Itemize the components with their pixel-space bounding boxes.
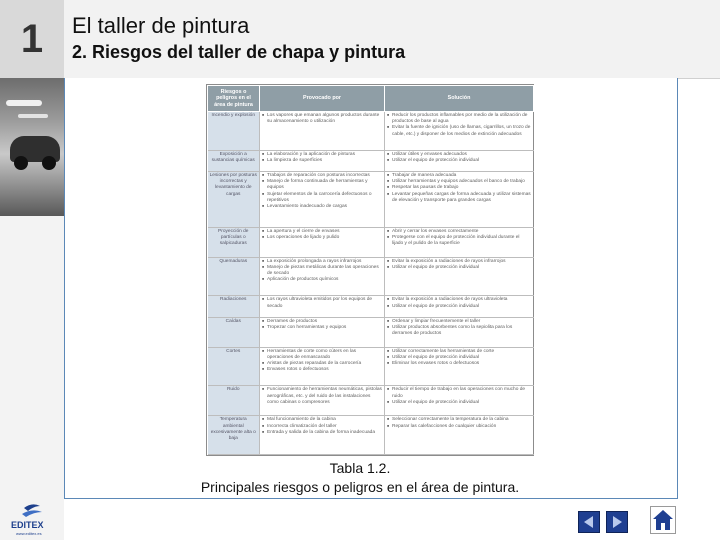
- table-caption: [160, 459, 560, 497]
- photo-lamp: [6, 100, 42, 106]
- cause-cell: [260, 347, 385, 386]
- cause-cell: [260, 227, 385, 257]
- solution-item: ■ Utilizar el equipo de protección individual: [387, 158, 532, 164]
- solution-item: ■ Evitar la exposición a radiaciones de rayos ultravioleta: [387, 297, 532, 303]
- solution-cell: [385, 150, 534, 171]
- risk-cell: Caídas: [208, 317, 260, 347]
- risk-cell: Exposición a sustancias químicas: [208, 150, 260, 171]
- cause-item: ■ Sujetar elementos de la carrocería defectuosos o repetitivos: [262, 192, 382, 204]
- home-button[interactable]: [650, 506, 676, 534]
- risk-cell: Incendio y explosión: [208, 112, 260, 151]
- cause-item: ■ Entrada y salida de la cabina de forma inadecuada: [262, 430, 382, 436]
- slide-subtitle: 2. Riesgos del taller de chapa y pintura: [72, 42, 406, 62]
- cause-item: ■ Envases rotos o defectuosos: [262, 367, 382, 373]
- cause-cell: [260, 317, 385, 347]
- table-row: [208, 386, 534, 416]
- table-row: [208, 171, 534, 227]
- solution-cell: [385, 227, 534, 257]
- cause-item: ■ Incorrecta climatización del taller: [262, 424, 382, 430]
- risks-table: [206, 84, 534, 456]
- solution-cell: [385, 112, 534, 151]
- caption-text: Principales riesgos o peligros en el área de pintura.: [200, 478, 520, 495]
- solution-item: ■ Utilizar útiles y envases adecuados: [387, 152, 532, 158]
- solution-cell: [385, 347, 534, 386]
- header-risks: Riesgos o peligros en el área de pintura: [208, 86, 260, 112]
- solution-item: ■ Reducir los productos inflamables por medio de la utilización de productos de base al agua: [387, 113, 532, 125]
- solution-cell: [385, 386, 534, 416]
- cause-item: ■ Derrames de productos: [262, 319, 382, 325]
- slide-header: [64, 0, 720, 79]
- solution-item: ■ Seleccionar correctamente la temperatura de la cabina: [387, 417, 532, 423]
- cause-cell: [260, 171, 385, 227]
- chapter-number-box: [0, 0, 64, 78]
- solution-item: ■ Ordenar y limpiar frecuentemente el taller: [387, 319, 532, 325]
- solution-item: ■ Evitar la fuente de ignición (uso de llamas, cigarrillos, un trozo de cable, etc.) y disponer de los medios de extinción adecuados: [387, 125, 532, 137]
- table-row: [208, 347, 534, 386]
- cause-item: ■ La limpieza de superficies: [262, 158, 382, 164]
- next-arrow-icon: [607, 512, 627, 532]
- cause-item: ■ Tropezar con herramientas y equipos: [262, 325, 382, 331]
- cause-cell: [260, 150, 385, 171]
- cause-item: ■ La elaboración y la aplicación de pinturas: [262, 152, 382, 158]
- solution-item: ■ Protegerse con el equipo de protección individual durante el lijado y el pulido de la superficie: [387, 235, 532, 247]
- risk-cell: Lesiones por posturas incorrectas y levantamiento de cargas: [208, 171, 260, 227]
- logo-name: EDITEX: [11, 520, 44, 530]
- photo-lamp: [18, 114, 48, 118]
- cause-cell: [260, 257, 385, 296]
- table-row: [208, 150, 534, 171]
- solution-item: ■ Utilizar productos absorbentes como la sepiolita para los derrames de productos: [387, 325, 532, 337]
- solution-cell: [385, 317, 534, 347]
- prev-arrow-icon: [579, 512, 599, 532]
- cause-item: ■ Aristas de piezas reparadas de la carrocería: [262, 361, 382, 367]
- slide-title: El taller de pintura: [72, 13, 250, 38]
- solution-item: ■ Evitar la exposición a radiaciones de rayos infrarrojos: [387, 259, 532, 265]
- chapter-number: 1: [20, 16, 44, 61]
- frame-bottom-line: [64, 498, 678, 499]
- solution-item: ■ Reparar las calefacciones de cualquier ubicación: [387, 424, 532, 430]
- cause-item: ■ Herramientas de corte como cúters en las operaciones de enmascarado: [262, 349, 382, 361]
- risk-cell: Radiaciones: [208, 296, 260, 317]
- cause-item: ■ Los operaciones de lijado y pulido: [262, 235, 382, 241]
- header-solution: Solución: [385, 86, 534, 112]
- table-row: [208, 317, 534, 347]
- home-icon: [651, 507, 675, 533]
- cause-item: ■ Los rayos ultravioleta emitidos por los equipos de secado: [262, 297, 382, 309]
- risk-cell: Proyección de partículas o salpicaduras: [208, 227, 260, 257]
- table-row: [208, 112, 534, 151]
- solution-item: ■ Respetar las pausas de trabajo: [387, 185, 532, 191]
- risk-cell: Ruido: [208, 386, 260, 416]
- workshop-photo: [0, 78, 64, 216]
- solution-cell: [385, 296, 534, 317]
- risk-cell: Temperatura ambiental excesivamente alta o baja: [208, 416, 260, 455]
- solution-item: ■ Utilizar correctamente las herramientas de corte: [387, 349, 532, 355]
- cause-item: ■ Manejo de piezas metálicas durante las operaciones de secado: [262, 265, 382, 277]
- solution-item: ■ Utilizar el equipo de protección individual: [387, 265, 532, 271]
- cause-item: ■ Aplicación de productos químicos: [262, 277, 382, 283]
- cause-item: ■ Funcionamiento de herramientas neumáticas, pistolas aerográficas, etc. y del ruido de las instalaciones como cabinas o compresores: [262, 387, 382, 406]
- next-button[interactable]: [606, 511, 628, 533]
- solution-item: ■ Abrir y cerrar los envases correctamente: [387, 229, 532, 235]
- cause-item: ■ Manejo de forma continuada de herramientas y equipos: [262, 179, 382, 191]
- photo-wheel: [42, 156, 56, 170]
- header-cause: Provocado por: [260, 86, 385, 112]
- solution-cell: [385, 257, 534, 296]
- solution-item: ■ Utilizar el equipo de protección individual: [387, 355, 532, 361]
- cause-cell: [260, 296, 385, 317]
- left-sidebar: [0, 78, 64, 540]
- cause-item: ■ Los vapores que emanan algunos productos durante su almacenamiento o utilización: [262, 113, 382, 125]
- table-row: [208, 296, 534, 317]
- solution-item: ■ Levantar pequeñas cargas de forma adecuada y utilizar sistemas de elevación y transporte para grandes cargas: [387, 192, 532, 204]
- cause-item: ■ Levantamiento inadecuado de cargas: [262, 204, 382, 210]
- cause-cell: [260, 386, 385, 416]
- cause-item: ■ Trabajos de reparación con posturas incorrectas: [262, 173, 382, 179]
- photo-wheel: [14, 156, 28, 170]
- caption-title: Tabla 1.2.: [329, 460, 391, 476]
- previous-button[interactable]: [578, 511, 600, 533]
- solution-cell: [385, 171, 534, 227]
- risk-cell: Cortes: [208, 347, 260, 386]
- table-row: [208, 257, 534, 296]
- table-row: [208, 416, 534, 455]
- cause-cell: [260, 112, 385, 151]
- solution-item: ■ Utilizar herramientas y equipos adecuados el banco de trabajo: [387, 179, 532, 185]
- solution-item: ■ Utilizar el equipo de protección individual: [387, 304, 532, 310]
- solution-cell: [385, 416, 534, 455]
- cause-cell: [260, 416, 385, 455]
- logo-url: www.editex.es: [16, 531, 42, 536]
- solution-item: ■ Eliminar los envases rotos o defectuosos: [387, 361, 532, 367]
- solution-item: ■ Trabajar de manera adecuada: [387, 173, 532, 179]
- solution-item: ■ Utilizar el equipo de protección individual: [387, 400, 532, 406]
- cause-item: ■ Mal funcionamiento de la cabina: [262, 417, 382, 423]
- risk-cell: Quemaduras: [208, 257, 260, 296]
- cause-item: ■ La exposición prolongada a rayos infrarrojos: [262, 259, 382, 265]
- table-row: [208, 227, 534, 257]
- solution-item: ■ Reducir el tiempo de trabajo en las operaciones con mucho de ruido: [387, 387, 532, 399]
- cause-item: ■ La apertura y el cierre de envases: [262, 229, 382, 235]
